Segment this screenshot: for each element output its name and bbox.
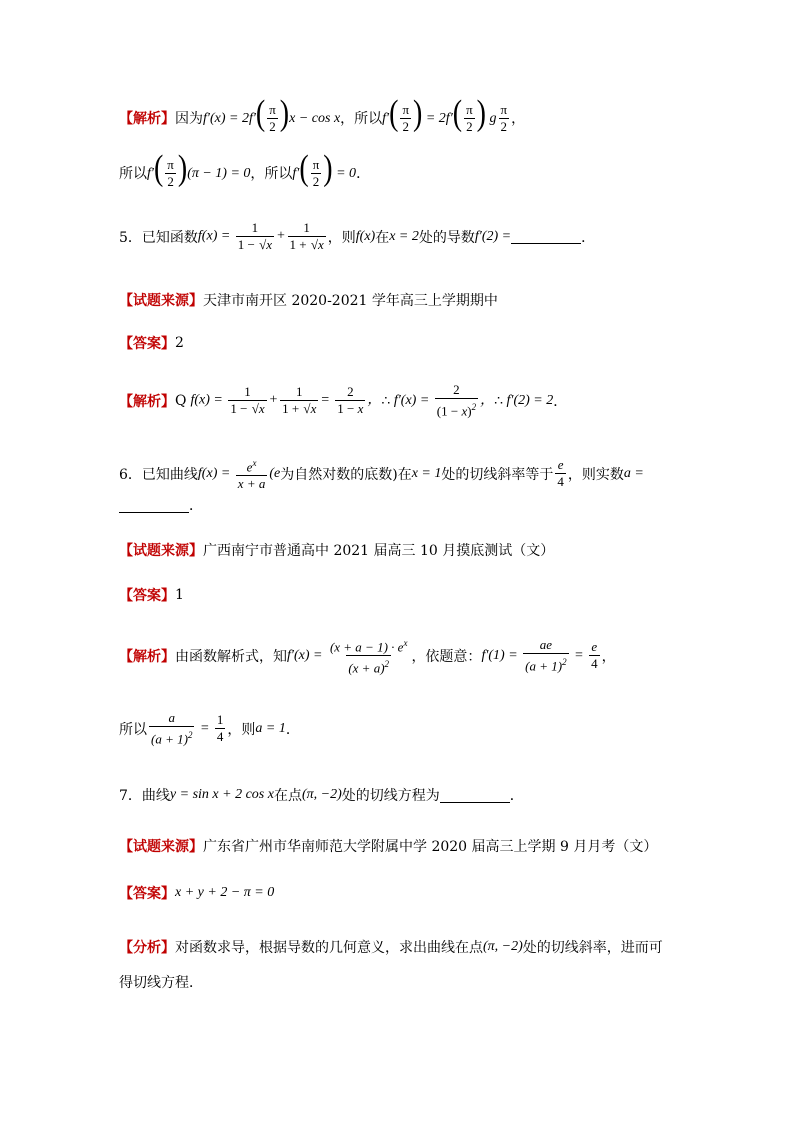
question-number: 7． bbox=[119, 788, 142, 804]
math-formula: f′(x) = $\frac{2}{(1 - x)^2}$ ， bbox=[390, 382, 495, 419]
text: 所以 bbox=[119, 721, 147, 738]
source-tag: 【试题来源】 bbox=[119, 293, 203, 309]
source-tag: 【试题来源】 bbox=[119, 839, 203, 855]
answer-blank bbox=[440, 788, 510, 803]
q6-source bbox=[119, 540, 554, 560]
math-formula: x = 2 bbox=[389, 228, 419, 244]
text: ． bbox=[189, 498, 203, 514]
text: 由函数解析式，知 bbox=[175, 648, 287, 665]
q6-blank-line bbox=[119, 495, 203, 515]
answer-text: 1 bbox=[175, 587, 184, 603]
math-formula: f(x) = $\frac{1}{1 - √x}$ + $\frac{1}{1 + √x}$ bbox=[197, 220, 324, 252]
math-formula: $\frac{e}{4}$ bbox=[557, 457, 564, 490]
math-formula: (π, −2) bbox=[483, 939, 523, 954]
text: 已知曲线 bbox=[141, 466, 198, 483]
math-formula: f(x) = $\frac{1}{1 - √x}$ + $\frac{1}{1 + √x}$ = $\frac{2}{1 - x}$ ， bbox=[190, 384, 382, 417]
math-formula: y = sin x + 2 cos x bbox=[169, 787, 274, 802]
text: ，依题意： bbox=[411, 648, 482, 665]
text: 因为 bbox=[175, 110, 203, 127]
q6-stem bbox=[119, 455, 644, 492]
text: ． bbox=[285, 721, 300, 738]
q4-analysis-line1 bbox=[119, 93, 526, 135]
text: Q bbox=[175, 392, 187, 409]
q6-analysis-line2 bbox=[119, 710, 300, 747]
math-formula: f′( $\frac{\pi}{2}$ ) = 2f′( $\frac{\pi}{2}$ ) g $\frac{\pi}{2}$ bbox=[382, 93, 508, 135]
math-formula: f′( $\frac{\pi}{2}$ )(π − 1) = 0 bbox=[147, 148, 251, 190]
answer-text: 2 bbox=[175, 335, 184, 351]
q7-analysis bbox=[119, 937, 663, 957]
q7-answer bbox=[119, 883, 274, 903]
math-formula: (π, −2) bbox=[301, 787, 342, 802]
text: 处的切线斜率等于 bbox=[441, 466, 554, 483]
source-text: 广西南宁市普通高中 2021 届高三 10 月摸底测试（文） bbox=[203, 543, 555, 559]
q5-source bbox=[119, 290, 498, 310]
answer-tag: 【答案】 bbox=[119, 588, 175, 604]
text: 对函数求导，根据导数的几何意义，求出曲线在点 bbox=[175, 940, 483, 956]
math-formula: f′(x) = $\frac{(x + a - 1) \cdot e^x}{(x + a)^2}$ bbox=[287, 638, 408, 676]
text: ． bbox=[356, 165, 371, 182]
q4-analysis-line2 bbox=[119, 148, 371, 190]
text: ． bbox=[581, 229, 596, 246]
q5-stem bbox=[119, 220, 595, 253]
math-formula: a = 1 bbox=[255, 720, 286, 736]
text: ． bbox=[553, 393, 568, 410]
answer-blank bbox=[119, 498, 189, 513]
text: ，则 bbox=[227, 721, 256, 738]
analysis-tag: 【分析】 bbox=[119, 940, 175, 956]
text: 在点 bbox=[273, 788, 302, 804]
math-formula: f′(x) = 2f′( $\frac{\pi}{2}$ )x − cos x bbox=[203, 93, 341, 135]
text: 处的导数 bbox=[418, 229, 475, 246]
analysis-tag: 【解析】 bbox=[119, 648, 175, 665]
text: 所以 bbox=[119, 165, 147, 182]
answer-tag: 【答案】 bbox=[119, 886, 175, 902]
q5-analysis bbox=[119, 382, 567, 419]
text: 处的切线方程为 bbox=[341, 788, 440, 804]
text: 为自然对数的底数)在 bbox=[280, 466, 412, 483]
text: ，则实数 bbox=[567, 466, 624, 483]
text: ． bbox=[509, 788, 524, 804]
source-tag: 【试题来源】 bbox=[119, 543, 203, 559]
q7-source bbox=[119, 836, 657, 856]
source-text: 天津市南开区 2020-2021 学年高三上学期期中 bbox=[203, 293, 498, 309]
source-text: 广东省广州市华南师范大学附属中学 2020 届高三上学期 9 月月考（文） bbox=[203, 839, 658, 855]
q5-answer bbox=[119, 333, 184, 353]
text: ， bbox=[511, 110, 526, 127]
math-formula: f(x) = $\frac{e^x}{x + a}$ (e bbox=[197, 458, 281, 492]
question-number: 5． bbox=[119, 229, 142, 246]
text: ，所以 bbox=[250, 165, 293, 182]
math-formula: x = 1 bbox=[411, 465, 442, 481]
q7-stem bbox=[119, 785, 524, 805]
text: 得切线方程． bbox=[119, 975, 203, 991]
math-formula: f′(2) = bbox=[474, 228, 512, 244]
text: 处的切线斜率，进而可 bbox=[522, 940, 663, 956]
answer-text: x + y + 2 − π = 0 bbox=[175, 885, 275, 900]
text: 曲线 bbox=[141, 788, 170, 804]
text: ，所以 bbox=[340, 110, 383, 127]
answer-tag: 【答案】 bbox=[119, 336, 175, 352]
q6-analysis bbox=[119, 635, 616, 677]
q7-analysis-line2 bbox=[119, 972, 203, 992]
math-formula: f′(2) = 2 bbox=[503, 392, 554, 408]
q6-answer bbox=[119, 585, 184, 605]
text: ∴ bbox=[381, 392, 391, 409]
text: ，则 bbox=[327, 229, 356, 246]
math-formula: f′( $\frac{\pi}{2}$ ) = 0 bbox=[292, 148, 357, 190]
text: 已知函数 bbox=[141, 229, 198, 246]
text: ∴ bbox=[494, 392, 503, 409]
math-formula: f′(1) = $\frac{ae}{(a + 1)^2}$ = $\frac{e}{4}$ bbox=[481, 637, 598, 674]
analysis-tag: 【解析】 bbox=[119, 110, 175, 127]
text: 在 bbox=[375, 229, 390, 246]
text: ， bbox=[601, 648, 616, 665]
answer-blank bbox=[511, 229, 581, 244]
math-formula: a = bbox=[623, 465, 644, 481]
question-number: 6． bbox=[119, 466, 142, 483]
math-formula: $\frac{a}{(a + 1)^2}$ = $\frac{1}{4}$ bbox=[151, 710, 224, 747]
math-formula: f(x) bbox=[355, 228, 376, 244]
analysis-tag: 【解析】 bbox=[119, 393, 175, 410]
